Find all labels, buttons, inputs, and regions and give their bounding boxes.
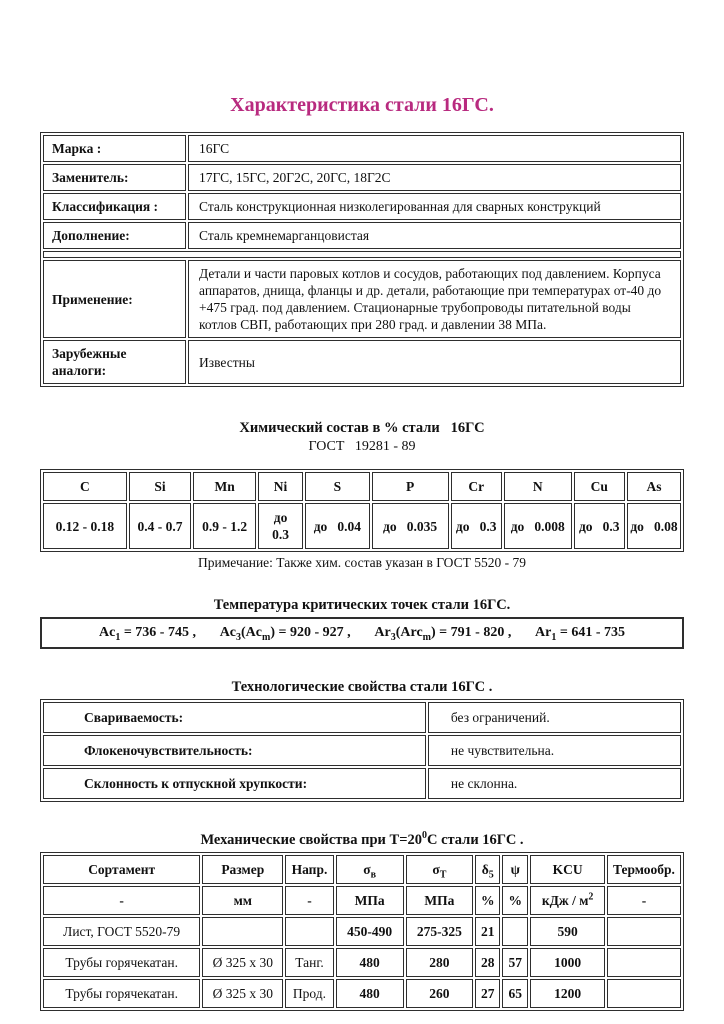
mech-cell: Ø 325 x 30: [202, 948, 283, 977]
mech-cell: 260: [406, 979, 474, 1008]
tech-value-hrupkost: не склонна.: [428, 768, 681, 799]
mech-cell: Трубы горячекатан.: [43, 979, 200, 1008]
chemical-note: Примечание: Также хим. состав указан в ГОСТ 5520 - 79: [198, 555, 526, 570]
mech-unit-cell: МПа: [406, 886, 474, 915]
mech-header-sigma-v: $\sigma_в$: [336, 855, 404, 884]
table-row: [43, 340, 681, 384]
mech-header-termoobr: Термообр.: [607, 855, 681, 884]
chem-element-header: Mn: [193, 472, 256, 501]
mech-unit-cell: -: [43, 886, 200, 915]
info-table: [40, 132, 684, 387]
chem-element-value: 0.9 - 1.2: [193, 503, 256, 549]
mech-cell: 280: [406, 948, 474, 977]
table-row: [43, 260, 681, 338]
mech-cell: 450-490: [336, 917, 404, 946]
mech-cell: 1000: [530, 948, 605, 977]
mech-cell: 65: [502, 979, 528, 1008]
mech-cell: 480: [336, 948, 404, 977]
mech-header-kcu: KCU: [530, 855, 605, 884]
info-label-klassifikaciya: Классификация :: [43, 193, 186, 220]
chem-element-value: до 0.04: [305, 503, 369, 549]
mech-unit-cell: %: [475, 886, 500, 915]
tech-label-hrupkost: Склонность к отпускной хрупкости:: [43, 768, 426, 799]
mech-data-row: [43, 979, 681, 1008]
chem-header-row: [43, 472, 681, 501]
chemical-section-heading: Химический состав в % стали 16ГС: [239, 420, 485, 436]
mech-cell: [607, 979, 681, 1008]
chem-element-value: 0.4 - 0.7: [129, 503, 192, 549]
chem-element-header: C: [43, 472, 127, 501]
info-value-klassifikaciya: Сталь конструкционная низколегированная для сварных конструкций: [188, 193, 681, 220]
chem-element-header: N: [504, 472, 572, 501]
chem-element-header: As: [627, 472, 681, 501]
chem-element-value: до 0.3: [258, 503, 303, 549]
mech-cell: Ø 325 x 30: [202, 979, 283, 1008]
tech-label-svarivaemost: Свариваемость:: [43, 702, 426, 733]
mech-unit-cell: -: [607, 886, 681, 915]
mech-unit-cell: кДж / $м^2$: [530, 886, 605, 915]
spacer-row: [43, 251, 681, 258]
mech-cell: [202, 917, 283, 946]
mech-cell: 1200: [530, 979, 605, 1008]
info-label-analogi: Зарубежные аналоги:: [43, 340, 186, 384]
chem-element-value: до 0.3: [451, 503, 502, 549]
mech-units-row: [43, 886, 681, 915]
mech-unit-cell: %: [502, 886, 528, 915]
critical-points-heading: Температура критических точек стали 16ГС.: [213, 597, 511, 613]
info-value-analogi: Известны: [188, 340, 681, 384]
mech-cell: 57: [502, 948, 528, 977]
info-label-zamenitel: Заменитель:: [43, 164, 186, 191]
chem-element-header: Si: [129, 472, 192, 501]
mech-cell: 28: [475, 948, 500, 977]
chem-element-header: P: [372, 472, 449, 501]
chem-element-value: до 0.035: [372, 503, 449, 549]
mech-header-row: [43, 855, 681, 884]
info-value-primenenie: Детали и части паровых котлов и сосудов, работающих под давлением. Корпуса аппаратов, днища, фланцы и др. детали, работающие при температурах от-40 до +475 град. под давлением. Стационарные трубопроводы питательной воды котлов СВП, работающих при 280 град. и давлении 38 МПа.: [188, 260, 681, 338]
mech-cell: [607, 948, 681, 977]
chem-element-header: Ni: [258, 472, 303, 501]
technological-heading: Технологические свойства стали 16ГС .: [231, 679, 493, 695]
page-title: Характеристика стали 16ГС.: [230, 94, 494, 116]
mech-header-sortament: Сортамент: [43, 855, 200, 884]
mech-cell: Танг.: [285, 948, 334, 977]
chem-values-row: [43, 503, 681, 549]
table-row: [43, 768, 681, 799]
tech-value-floken: не чувствительна.: [428, 735, 681, 766]
mech-cell: Лист, ГОСТ 5520-79: [43, 917, 200, 946]
chem-element-value: до 0.008: [504, 503, 572, 549]
mech-header-psi: ψ: [502, 855, 528, 884]
mech-unit-cell: МПа: [336, 886, 404, 915]
chemical-gost-subheading: ГОСТ 19281 - 89: [308, 439, 416, 454]
table-row: [43, 164, 681, 191]
chem-element-header: Cu: [574, 472, 625, 501]
table-row: [43, 735, 681, 766]
mech-cell: 480: [336, 979, 404, 1008]
tech-label-floken: Флокеночувствительность:: [43, 735, 426, 766]
mech-cell: 27: [475, 979, 500, 1008]
table-row: [43, 702, 681, 733]
chemical-composition-table: [40, 469, 684, 552]
chem-element-header: S: [305, 472, 369, 501]
info-label-primenenie: Применение:: [43, 260, 186, 338]
table-row: [43, 135, 681, 162]
mech-cell: [285, 917, 334, 946]
info-value-zamenitel: 17ГС, 15ГС, 20Г2С, 20ГС, 18Г2С: [188, 164, 681, 191]
mech-cell: [607, 917, 681, 946]
info-label-marka: Марка :: [43, 135, 186, 162]
mechanical-table: [40, 852, 684, 1011]
mech-cell: Прод.: [285, 979, 334, 1008]
spacer-cell: [43, 251, 681, 258]
chem-element-value: до 0.3: [574, 503, 625, 549]
mech-header-sigma-t: $\sigma_Т$: [406, 855, 474, 884]
mech-cell: 275-325: [406, 917, 474, 946]
mech-cell: 21: [475, 917, 500, 946]
technological-table: [40, 699, 684, 802]
critical-points-box: $Ac_1 = 736 - 745$ , $Ac_3(Ac_m) = 920 - 927$ , $Ar_3(Arc_m) = 791 - 820$ , $Ar_1 = 641 - 735$: [40, 617, 684, 649]
mech-cell: Трубы горячекатан.: [43, 948, 200, 977]
mech-cell: [502, 917, 528, 946]
chem-element-value: до 0.08: [627, 503, 681, 549]
mech-data-row: [43, 948, 681, 977]
info-value-marka: 16ГС: [188, 135, 681, 162]
table-row: [43, 222, 681, 249]
mechanical-heading: Механические свойства при $Т=20^0С$ стали 16ГС .: [200, 830, 524, 848]
table-row: [43, 193, 681, 220]
mech-data-row: [43, 917, 681, 946]
tech-value-svarivaemost: без ограничений.: [428, 702, 681, 733]
mech-unit-cell: -: [285, 886, 334, 915]
info-label-dopolnenie: Дополнение:: [43, 222, 186, 249]
mech-header-napr: Напр.: [285, 855, 334, 884]
chem-element-value: 0.12 - 0.18: [43, 503, 127, 549]
mech-header-delta5: $\delta_5$: [475, 855, 500, 884]
mech-unit-cell: мм: [202, 886, 283, 915]
mech-cell: 590: [530, 917, 605, 946]
mech-header-razmer: Размер: [202, 855, 283, 884]
info-value-dopolnenie: Сталь кремнемарганцовистая: [188, 222, 681, 249]
chem-element-header: Cr: [451, 472, 502, 501]
